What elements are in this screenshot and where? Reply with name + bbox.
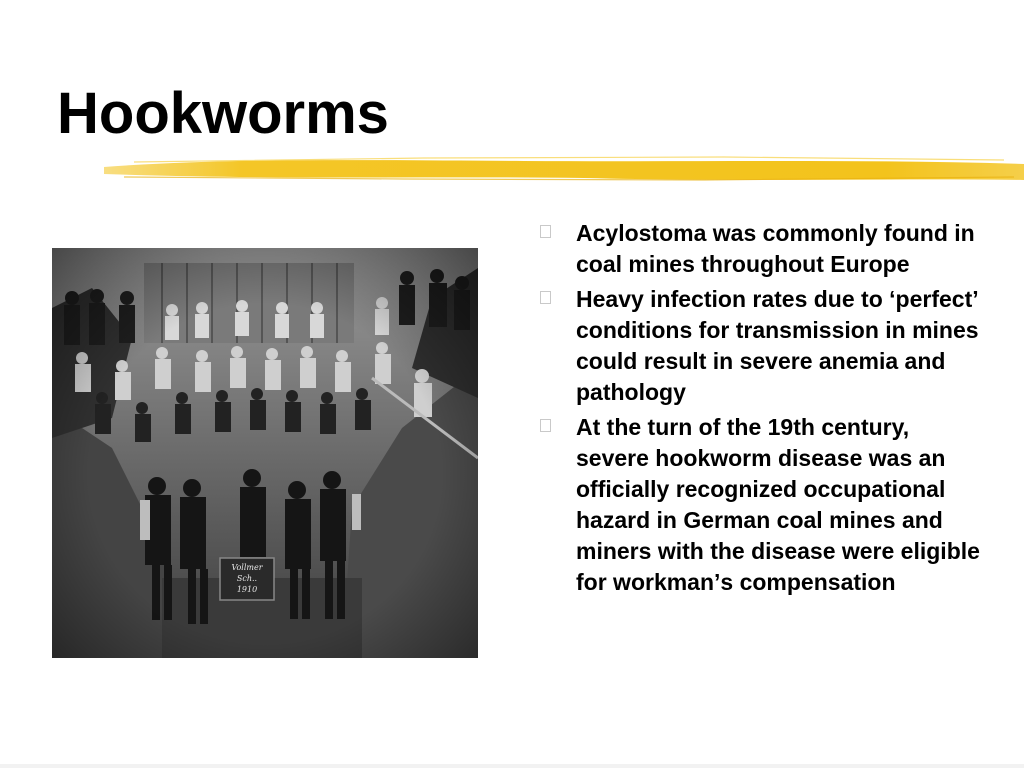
slide-title: Hookworms <box>57 81 389 146</box>
miners-photo-illustration <box>52 248 478 658</box>
bullet-text: Acylostoma was commonly found in coal mines throughout Europe <box>576 220 975 277</box>
title-underline-brushstroke <box>104 150 1024 190</box>
bullet-item <box>540 218 980 280</box>
bullet-text: At the turn of the 19th century, severe hookworm disease was an officially recognized occupational hazard in German coal mines and miners with the disease were eligible for workmanʼs compensation <box>576 414 980 595</box>
bullet-marker-icon <box>540 291 551 304</box>
bullet-item <box>540 284 980 408</box>
bullet-text: Heavy infection rates due to ʻperfectʼ conditions for transmission in mines could result in severe anemia and pathology <box>576 286 979 405</box>
coal-miners-photo <box>52 248 478 658</box>
bullet-item <box>540 412 980 598</box>
bullet-marker-icon <box>540 225 551 238</box>
bullet-marker-icon <box>540 419 551 432</box>
footer-divider <box>0 764 1024 768</box>
bullet-list <box>540 218 980 602</box>
